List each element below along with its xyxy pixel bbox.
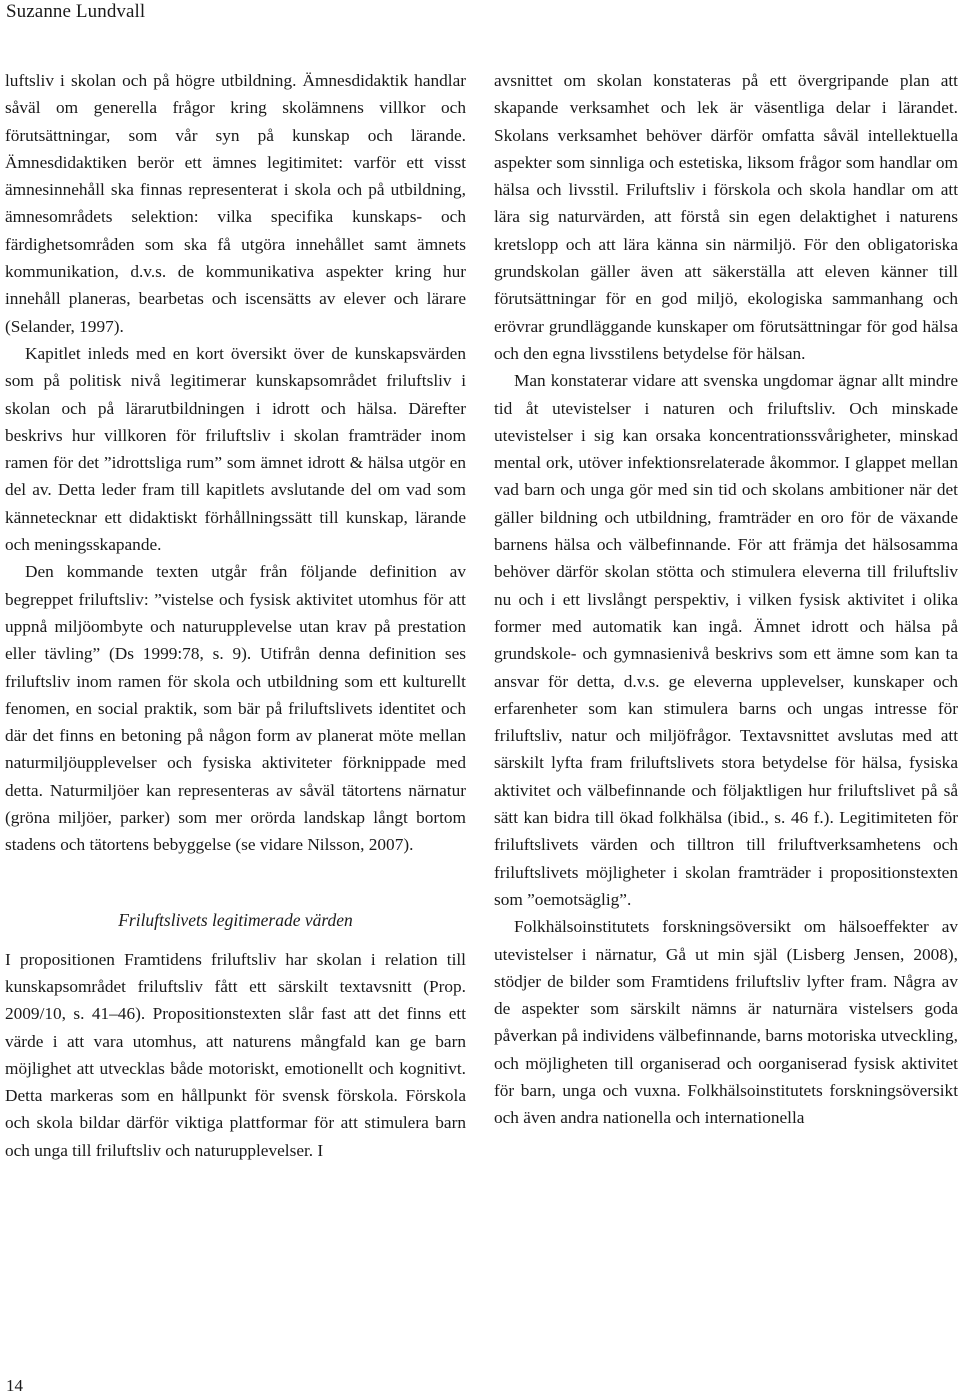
left-column: [5, 67, 466, 1164]
right-column: [494, 67, 958, 1132]
running-head: Suzanne Lundvall: [6, 1, 146, 22]
paragraph: Kapitlet inleds med en kort översikt över de kunskapsvärden som på politisk nivå legitimerar kunskapsområdet friluftsliv i skolan och på lärarutbildningen i idrott och hälsa. Därefter beskrivs hur villkoren för friluftsliv i skolan framträder inom ramen för det ”idrottsliga rum” som ämnet idrott & hälsa utgör en del av. Detta leder fram till kapitlets avslutande del om vad som kännetecknar ett didaktiskt förhållningssätt till kunskap, lärande och meningsskapande.: [5, 343, 466, 555]
paragraph: avsnittet om skolan konstateras på ett övergripande plan att skapande verksamhet och lek är väsentliga delar i lärandet. Skolans verksamhet behöver därför omfatta såväl intellektuella aspekter som sinnliga och estetiska, liksom frågor som handlar om hälsa och livsstil. Friluftsliv i förskola och skola handlar om att lära sig naturvärden, att förstå sin egen delaktighet i naturens kretslopp och att lära känna sin närmiljö. För den obligatoriska grundskolan gäller även att säkerställa att eleven känner till förutsättningar för en god miljö, ekologiska sammanhang och erövrar grundläggande kunskaper om förutsättningar för god hälsa och den egna livsstilens betydelse för hälsan.: [494, 71, 958, 363]
paragraph: Den kommande texten utgår från följande definition av begreppet friluftsliv: ”vistelse och fysisk aktivitet utomhus för att uppnå miljöombyte och naturupplevelse utan krav på prestation eller tävling” (Ds 1999:78, s. 9). Utifrån denna definition ses friluftsliv inom ramen för skola och utbildning som ett kulturellt fenomen, en social praktik, som bär på friluftslivets identitet och där det finns en betoning på någon form av planerat möte mellan naturmiljöupplevelser och fysiska aktiviteter förknippade med detta. Naturmiljöer kan representeras av såväl tätortens närnatur (gröna miljöer, parker) som mer orörda landskap långt bortom stadens och tätortens bebyggelse (se vidare Nilsson, 2007).: [5, 562, 466, 855]
paragraph: Folkhälsoinstitutets forskningsöversikt om hälsoeffekter av utevistelser i närnatur, Gå ut min själ (Lisberg Jensen, 2008), stödjer de bilder som Framtidens friluftsliv lyfter fram. Några av de aspekter som särskilt nämns är naturnära vistelsers goda påverkan på individens välbefinnande, barns motoriska utveckling, och möjligheten till organiserad och oorganiserad fysisk aktivitet för barn, unga och vuxna. Folkhälsoinstitutets forskningsöversikt och även andra nationella och internationella: [494, 917, 958, 1128]
paragraph: Man konstaterar vidare att svenska ungdomar ägnar allt mindre tid åt utevistelser i naturen och friluftsliv. Och minskade utevistelser i sig kan orsaka koncentrationssvårigheter, minskad mental ork, utöver infektionsrelaterade åkommor. I glappet mellan vad barn och unga gör med sin tid och skolans ambitioner när det gäller bildning och utbildning, framträder en oro för de växande barnens hälsa och välbefinnande. För att främja det hälsosamma behöver därför skolan stötta och stimulera eleverna till friluftsliv nu och i ett livslångt perspektiv, i vilken fysisk aktivitet i olika former med automatik kan ingå. Ämnet idrott och hälsa på grundskole- och gymnasienivå beskrivs som ett ämne som kan ta ansvar för detta, d.v.s. ge eleverna upplevelser, kunskaper och erfarenheter som kan stimulera barns och ungas intresse för friluftsliv, natur och miljöfrågor. Textavsnittet avslutas med att särskilt lyfta fram friluftslivets stora betydelse för hälsa, fysiska aktivitet och välbefinnande och följaktligen hur friluftslivet på så sätt kan bidra till ökad folkhälsa (ibid., s. 46 f.). Legitimiteten för friluftslivets värden och tilltron till friluftverksamhetens och friluftslivets möjligheter i skolan framträder i propositionstexten som ”oemotsäglig”.: [494, 371, 958, 909]
page-number: 14: [6, 1376, 23, 1395]
paragraph: luftsliv i skolan och på högre utbildning. Ämnesdidaktik handlar såväl om generella frågor kring skolämnens villkor och förutsättningar, som vår syn på kunskap och lärande. Ämnesdidaktiken berör ett ämnes legitimitet: varför ett visst ämnesinnehåll ska finnas representerat i skola och på utbildning, ämnesområdets selektion: vilka specifika kunskaps- och färdighetsområden som ska få utgöra innehållet samt ämnets kommunikation, d.v.s. de kommunikativa aspekter kring hur innehåll planeras, bearbetas och iscensätts av elever och lärare (Selander, 1997).: [5, 71, 466, 336]
paragraph: I propositionen Framtidens friluftsliv har skolan i relation till kunskapsområdet friluftsliv fått ett särskilt textavsnitt (Prop. 2009/10, s. 41–46). Propositionstexten slår fast att det finns ett värde i att vara utomhus, att naturens mångfald kan ge barn möjlighet att utvecklas både motoriskt, emotionellt och kognitivt. Detta markeras som en hållpunkt för svensk förskola. Förskola och skola bildar därför viktiga plattformar för att stimulera barn och unga till friluftsliv och naturupplevelser. I: [5, 949, 466, 1160]
section-heading: Friluftslivets legitimerade värden: [118, 909, 353, 930]
